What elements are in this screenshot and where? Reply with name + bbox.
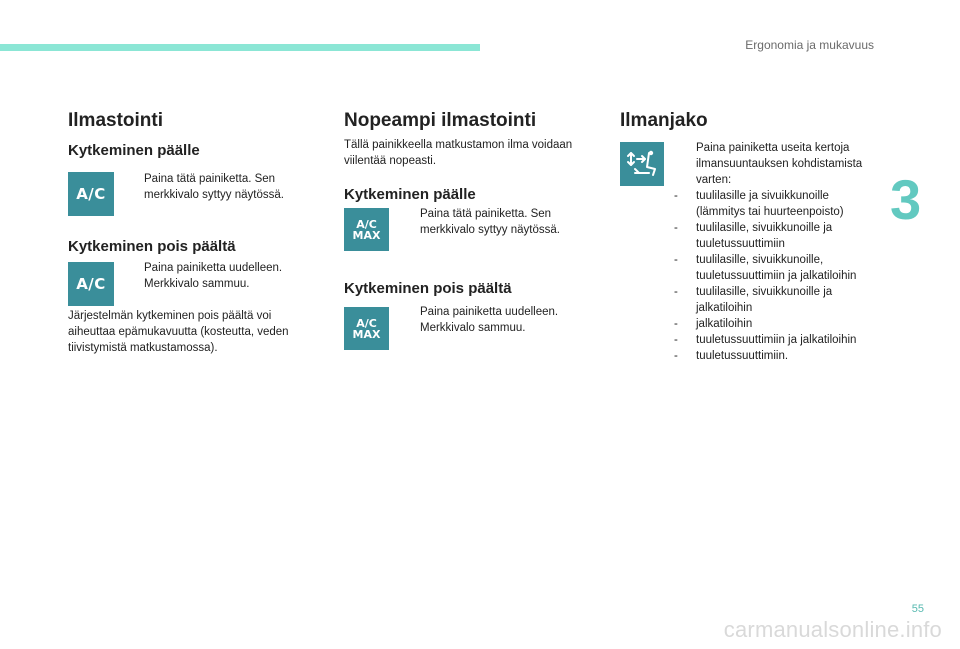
air-flow-seat-icon [625,149,659,179]
section-title: Ergonomia ja mukavuus [745,38,874,52]
note-text: Järjestelmän kytkeminen pois päältä voi aiheuttaa epämukavuutta (kosteutta, veden tiivistymistä matkustamossa). [68,310,289,354]
list-item: - tuulilasille, sivuikkunoille ja tuuletussuuttimiin [674,222,833,250]
heading-switch-off: Kytkeminen pois päältä [344,280,512,297]
page-number: 55 [911,603,924,615]
heading-switch-off: Kytkeminen pois päältä [68,238,236,255]
list-item: - tuulilasille ja sivuikkunoille (lämmitys tai huurteenpoisto) [674,190,844,218]
ac-max-button-icon: A/C MAX [344,307,389,350]
intro-text: Tällä painikkeella matkustamon ilma voidaan viilentää nopeasti. [344,139,573,167]
instruction-switch-on: Paina tätä painiketta. Sen merkkivalo syttyy näytössä. [144,173,284,201]
ac-button-icon: A/C [68,262,114,306]
section-air-distribution [620,110,880,362]
instruction-switch-off: Paina painiketta uudelleen. Merkkivalo sammuu. [144,262,283,290]
list-item: - tuulilasille, sivuikkunoille, tuuletussuuttimiin ja jalkatiloihin [674,254,857,282]
instruction-switch-off: Paina painiketta uudelleen. Merkkivalo sammuu. [420,306,559,334]
heading-switch-on: Kytkeminen päälle [344,186,476,203]
header-accent-bar [0,44,480,51]
ac-button-icon: A/C [68,172,114,216]
section-air-conditioning [68,110,318,354]
section-title-air-conditioning: Ilmastointi [68,110,164,131]
ac-max-button-icon: A/C MAX [344,208,389,251]
section-max-cooling [344,110,594,341]
section-title-air-distribution: Ilmanjako [620,110,708,131]
instruction-switch-on: Paina tätä painiketta. Sen merkkivalo syttyy näytössä. [420,208,560,236]
air-distribution-icon [620,142,664,186]
instruction-distribution: Paina painiketta useita kertoja ilmansuuntauksen kohdistamista varten: [696,142,863,186]
list-item: - tuuletussuuttimiin. [674,350,789,362]
list-item: - tuulilasille, sivuikkunoille ja jalkatiloihin [674,286,833,314]
section-title-max-cooling: Nopeampi ilmastointi [344,110,537,131]
list-item: - jalkatiloihin [674,318,753,330]
heading-switch-on: Kytkeminen päälle [68,142,200,159]
distribution-list [674,188,879,364]
chapter-number: 3 [890,168,922,231]
watermark: carmanualsonline.info [723,617,942,642]
list-item: - tuuletussuuttimiin ja jalkatiloihin [674,334,857,346]
